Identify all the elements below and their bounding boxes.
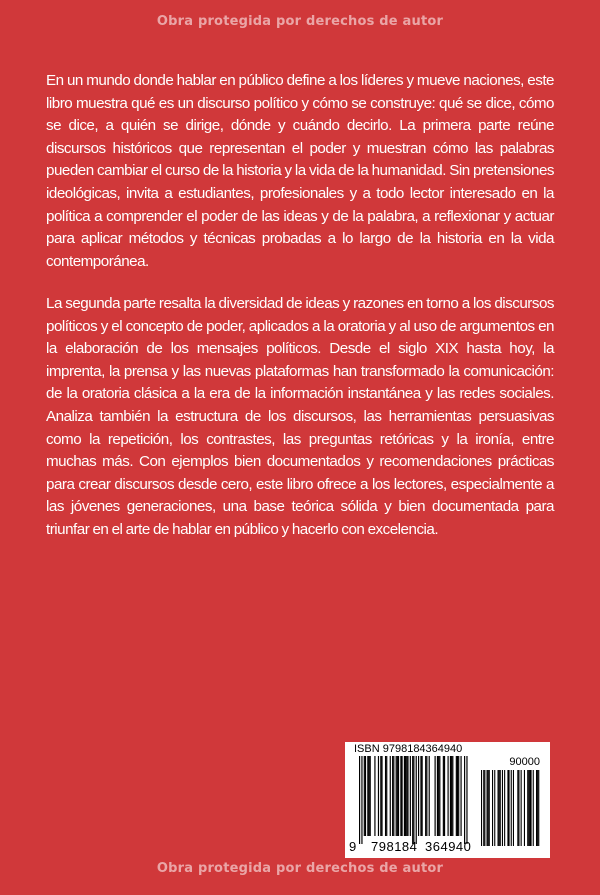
barcode-bar [537, 770, 538, 846]
barcode-bar [500, 770, 501, 846]
barcode-bar [386, 756, 387, 836]
barcode-bar [502, 770, 503, 846]
barcode-bar [466, 756, 467, 844]
barcode-bar [437, 756, 438, 836]
barcode-bar [521, 770, 522, 846]
isbn-barcode-box [345, 742, 550, 858]
barcode-bar [450, 756, 451, 836]
barcode-bar [413, 756, 414, 844]
barcode-bar [451, 756, 452, 836]
copyright-watermark-top: Obra protegida por derechos de autor [156, 14, 444, 29]
barcode-bar [420, 756, 421, 836]
barcode-bar [416, 756, 417, 844]
barcode-bar [452, 756, 453, 836]
barcode-bar [410, 756, 411, 836]
barcode-bar [492, 770, 493, 846]
barcode-bar [400, 756, 401, 836]
barcode-bar [401, 756, 402, 836]
barcode-bar [464, 756, 465, 844]
barcode-bar [361, 756, 362, 844]
barcode-bar [396, 756, 397, 836]
barcode-bar [370, 756, 371, 836]
barcode-lead-digit: 9 [349, 839, 357, 854]
barcode-bar [418, 756, 419, 836]
barcode-right-digits: 364940 [425, 839, 472, 854]
barcode-bar [406, 756, 407, 836]
barcode-bar [374, 756, 375, 836]
barcode-bar [499, 770, 500, 846]
barcode-bar [367, 756, 368, 836]
barcode-bar [392, 756, 393, 836]
barcode-bar [435, 756, 436, 836]
barcode-bar [425, 756, 426, 836]
barcode-bar [438, 756, 439, 836]
barcode-bar [429, 756, 430, 836]
barcode-bar [511, 770, 512, 846]
barcode-bar [529, 770, 530, 846]
barcode-bar [517, 770, 518, 846]
barcode-bar [481, 770, 482, 846]
barcode-bar [439, 756, 440, 836]
barcode-bar [538, 770, 539, 846]
barcode-bar [513, 770, 514, 846]
barcode-bar [397, 756, 398, 836]
barcode-bar [380, 756, 381, 836]
barcode-bar [483, 770, 484, 846]
barcode-bar [443, 756, 444, 836]
barcode-bar [404, 756, 405, 836]
copyright-watermark-bottom: Obra protegida por derechos de autor [156, 861, 444, 876]
barcode-bar [393, 756, 394, 836]
barcode-bar [444, 756, 445, 836]
barcode-bar [364, 756, 365, 836]
barcode-bar [448, 756, 449, 836]
barcode-bar [378, 756, 379, 836]
barcode-bar [527, 770, 528, 846]
barcode-bar [507, 770, 508, 846]
barcode-bar [385, 756, 386, 836]
barcode-bar [488, 770, 489, 846]
barcode-bar [412, 756, 413, 844]
barcode-bar [531, 770, 532, 846]
back-cover-paragraph-2: La segunda parte resalta la diversidad de ideas y razones en torno a los discursos políticos y el concepto de poder, aplicados a la oratoria y al uso de argumentos en la elaboración de los mensajes políticos. Desde el siglo XIX hasta hoy, la imprenta, la prensa y las nuevas plataformas han transformado la comunicación: de la oratoria clásica a la era de la información instantánea y las redes sociales. Analiza también la estructura de los discursos, las herramientas persuasivas como la repetición, los contrastes, las preguntas retóricas y la ironía, entre muchas más. Con ejemplos bien documentados y recomendaciones prácticas para crear discursos desde cero, este libro ofrece a los lectores, especialmente a las jóvenes generaciones, una base teórica sólida y bien documentada para triunfar en el arte de hablar en público y hacerlo con excelencia. [46, 295, 554, 538]
barcode-bar [426, 756, 427, 836]
barcode-bar [487, 770, 488, 846]
barcode-bar [494, 770, 495, 846]
barcode-bar [458, 756, 459, 836]
barcode-bar [398, 756, 399, 836]
barcode-bar [456, 756, 457, 836]
barcode-left-digits: 798184 [371, 839, 418, 854]
barcode-bar [381, 756, 382, 836]
barcode-bar [504, 770, 505, 846]
barcode-bar [365, 756, 366, 836]
barcode-bar [536, 770, 537, 846]
barcode-bar [368, 756, 369, 836]
barcode-bar [509, 770, 510, 846]
barcode-bar [460, 756, 461, 836]
barcode-bar [359, 756, 360, 844]
barcode-bar [457, 756, 458, 836]
back-cover-paragraph-1: En un mundo donde hablar en público define a los líderes y mueve naciones, este libro muestra qué es un discurso político y cómo se construye: qué se dice, cómo se dice, a quién se dirige, dónde y cuándo decirlo. La primera parte reúne discursos históricos que representan el poder y muestran cómo las palabras pueden cambiar el curso de la historia y la vida de la humanidad. Sin pretensiones ideológicas, invita a estudiantes, profesionales y a todo lector interesado en la política a comprender el poder de las ideas y de la palabra, a reflexionar y actuar para aplicar métodos y técnicas probadas a lo largo de la historia en la vida contemporánea. [46, 72, 554, 270]
barcode-bar [407, 756, 408, 836]
isbn-label: ISBN 9798184364940 [354, 743, 463, 755]
barcode-bar [390, 756, 391, 836]
barcode-bar [484, 770, 485, 846]
barcode-bar [528, 770, 529, 846]
barcode-bar [533, 770, 534, 846]
barcode-bar [524, 770, 525, 846]
barcode-addon-number: 90000 [509, 756, 540, 768]
barcode-bar [498, 770, 499, 846]
barcode-bar [518, 770, 519, 846]
barcode-bar [405, 756, 406, 836]
barcode-bar [422, 756, 423, 836]
barcode-bar [489, 770, 490, 846]
